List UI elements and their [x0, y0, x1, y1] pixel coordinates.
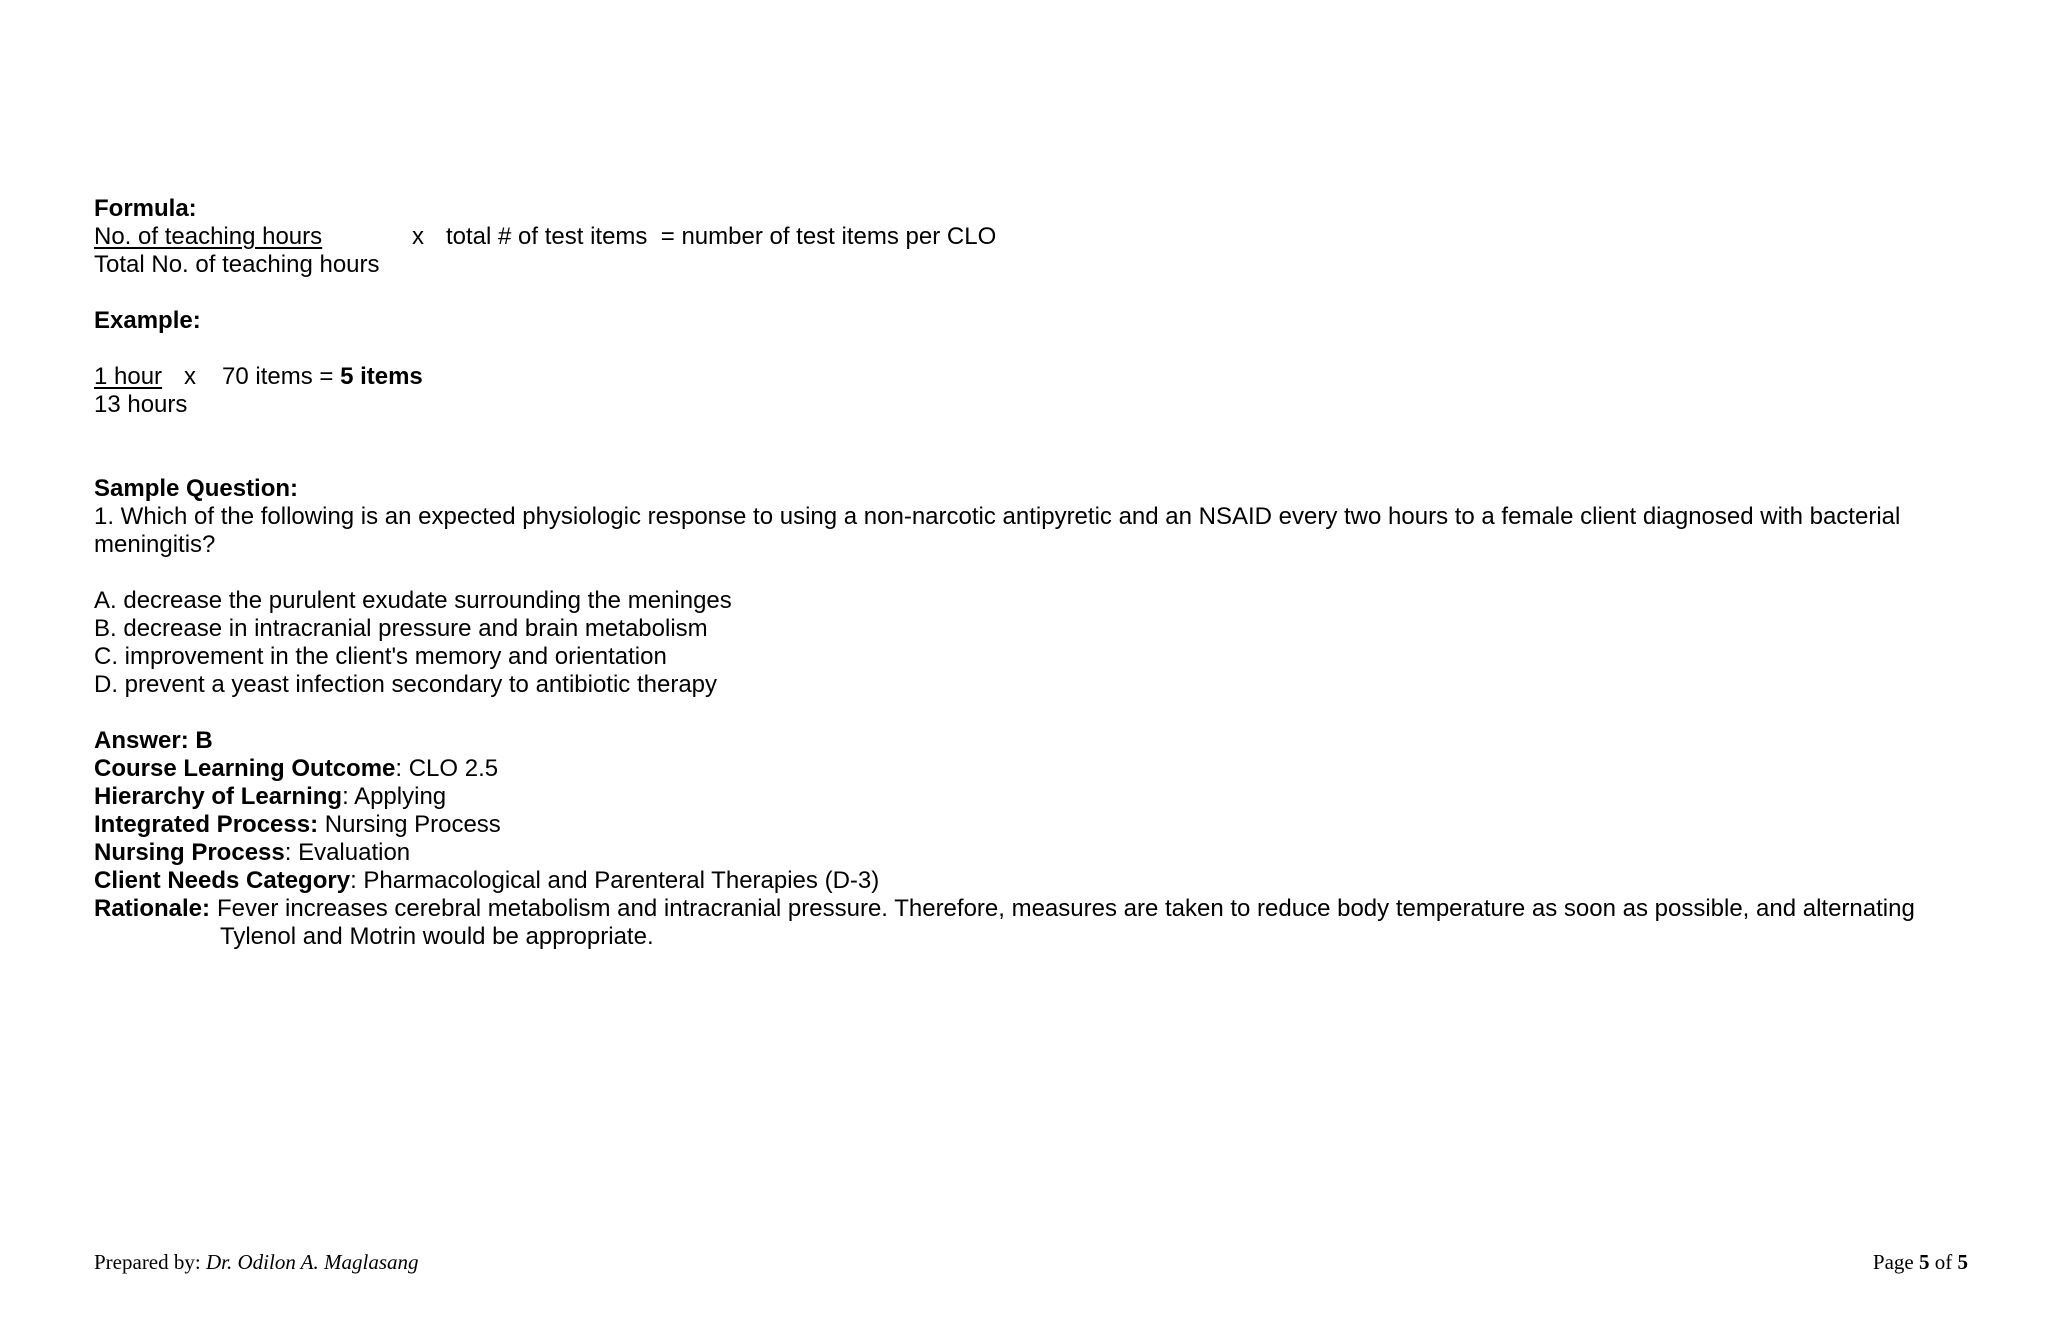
rationale-text [217, 895, 1947, 951]
page-footer [94, 1248, 1968, 1278]
clo-label: Course Learning Outcome [94, 755, 396, 782]
integrated-process-label: Integrated Process: [94, 811, 319, 838]
example-row [94, 363, 1974, 391]
integrated-process-line [94, 811, 1974, 839]
clo-value: : CLO 2.5 [395, 755, 499, 782]
example-result [222, 363, 423, 391]
page-word: Page [1872, 1250, 1919, 1274]
formula-numerator: No. of teaching hours [94, 223, 323, 250]
answer-options [94, 587, 1974, 699]
page-of: of [1929, 1250, 1958, 1274]
rationale-line-1: Fever increases cerebral metabolism and intracranial pressure. Therefore, measures are taken to reduce body temperature as soon as possible, and alternating [217, 895, 1915, 922]
option-a: A. decrease the purulent exudate surrounding the meninges [94, 587, 732, 614]
nursing-process-label: Nursing Process [94, 839, 285, 866]
hierarchy-label: Hierarchy of Learning [94, 783, 343, 810]
formula-row [94, 223, 1974, 251]
example-numerator: 1 hour [94, 363, 163, 390]
client-needs-value: : Pharmacological and Parenteral Therapies (D-3) [350, 867, 880, 894]
hierarchy-value: : Applying [342, 783, 447, 810]
formula-times-sign: x [412, 223, 424, 250]
nursing-process-line [94, 839, 1974, 867]
prepared-by [94, 1248, 419, 1276]
prepared-by-label: Prepared by: [94, 1250, 206, 1274]
example-denominator: 13 hours [94, 391, 188, 418]
page-current: 5 [1919, 1250, 1930, 1274]
option-d: D. prevent a yeast infection secondary to antibiotic therapy [94, 671, 718, 698]
sample-question-text: 1. Which of the following is an expected physiologic response to using a non-narcotic antipyretic and an NSAID every two hours to a female client diagnosed with bacterial meningitis? [94, 503, 1901, 558]
hierarchy-line [94, 783, 1974, 811]
answer-line: Answer: B [94, 727, 213, 754]
formula-heading: Formula: [94, 195, 197, 222]
option-b: B. decrease in intracranial pressure and brain metabolism [94, 615, 708, 642]
example-times-sign: x [184, 363, 196, 390]
example-result-plain: 70 items = [222, 363, 341, 390]
clo-line [94, 755, 1974, 783]
rationale-block [94, 895, 1974, 951]
page-number [1873, 1248, 1968, 1276]
document-body [94, 195, 1974, 951]
formula-result-text: total # of test items = number of test items per CLO [446, 223, 997, 250]
page-total: 5 [1957, 1250, 1968, 1274]
rationale-label: Rationale: [94, 895, 211, 922]
option-c: C. improvement in the client's memory and orientation [94, 643, 667, 670]
formula-denominator: Total No. of teaching hours [94, 251, 380, 278]
example-result-bold: 5 items [340, 363, 423, 390]
sample-question-heading: Sample Question: [94, 475, 299, 502]
rationale-line-2: Tylenol and Motrin would be appropriate. [220, 923, 654, 950]
prepared-by-name: Dr. Odilon A. Maglasang [205, 1250, 419, 1274]
example-heading: Example: [94, 307, 201, 334]
nursing-process-value: : Evaluation [284, 839, 411, 866]
integrated-process-value: Nursing Process [318, 811, 501, 838]
client-needs-label: Client Needs Category [94, 867, 351, 894]
client-needs-line [94, 867, 1974, 895]
